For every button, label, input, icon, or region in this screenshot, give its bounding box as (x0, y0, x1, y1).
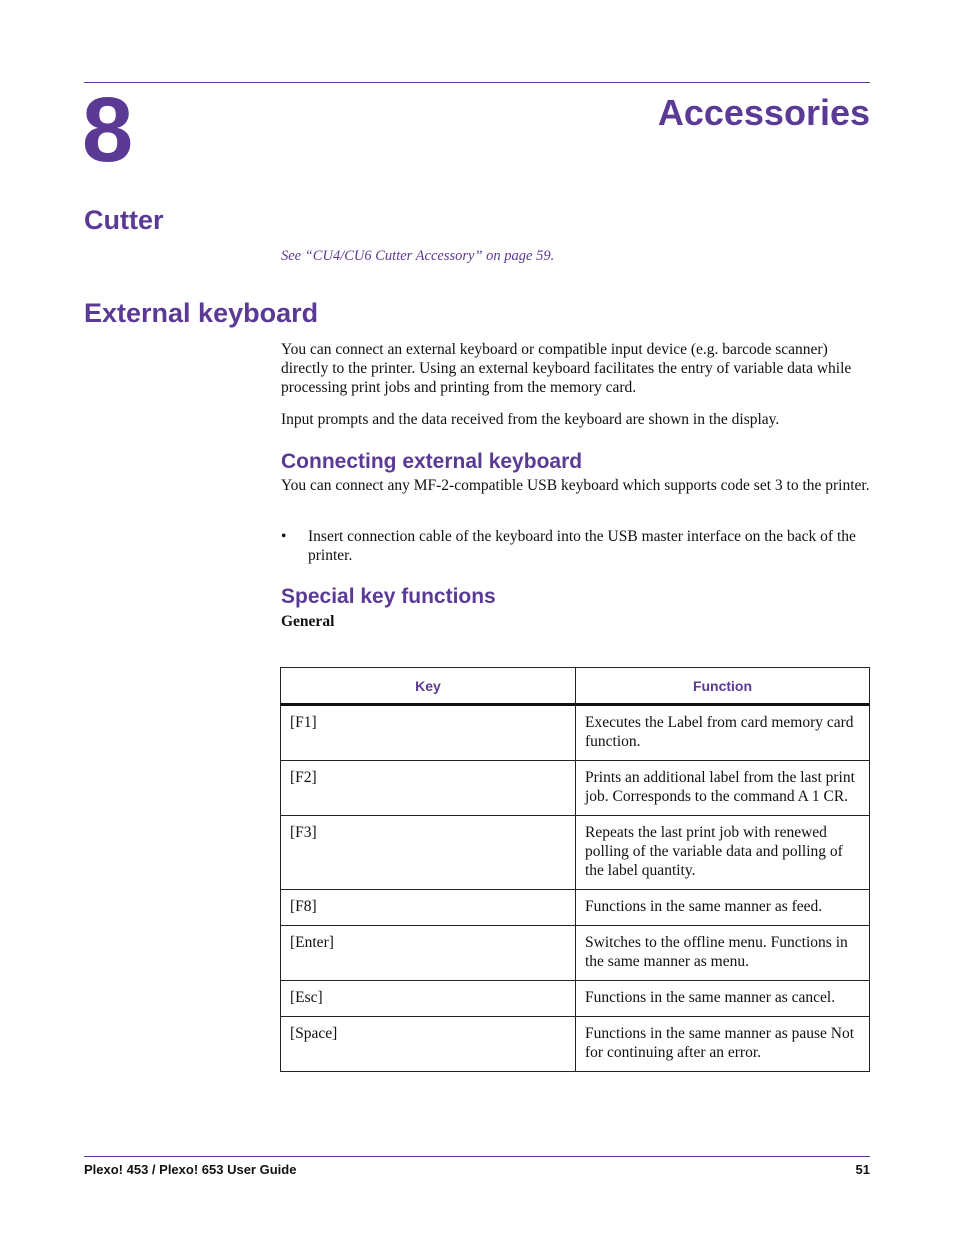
column-header-key: Key (281, 668, 576, 705)
subsection-heading-connecting: Connecting external keyboard (281, 450, 583, 473)
column-header-function: Function (576, 668, 870, 705)
section-heading-cutter: Cutter (84, 205, 164, 235)
key-cell: [Space] (281, 1017, 576, 1072)
chapter-title: Accessories (657, 92, 870, 133)
key-cell: [Enter] (281, 926, 576, 981)
footer-page-number: 51 (855, 1162, 870, 1177)
key-cell: [F8] (281, 890, 576, 926)
subsection-heading-special-keys: Special key functions (281, 585, 496, 608)
function-cell: Functions in the same manner as cancel. (576, 981, 870, 1017)
function-cell: Repeats the last print job with renewed polling of the variable data and polling of the label quantity. (576, 816, 870, 890)
bullet-icon: • (281, 528, 287, 545)
cutter-cross-reference-link[interactable]: See “CU4/CU6 Cutter Accessory” on page 59. (281, 248, 555, 264)
table-row (281, 890, 870, 926)
table-row (281, 761, 870, 816)
table-header-row (281, 668, 870, 705)
key-cell: [F3] (281, 816, 576, 890)
table-row (281, 705, 870, 761)
external-keyboard-paragraph-2: Input prompts and the data received from the keyboard are shown in the display. (281, 411, 780, 428)
connecting-paragraph: You can connect any MF-2-compatible USB keyboard which supports code set 3 to the printer. (281, 477, 870, 494)
table-row (281, 981, 870, 1017)
general-subheading: General (281, 613, 335, 630)
footer-rule (84, 1156, 870, 1157)
function-cell: Executes the Label from card memory card function. (576, 705, 870, 761)
function-cell: Switches to the offline menu. Functions in the same manner as menu. (576, 926, 870, 981)
special-key-table (280, 667, 870, 1072)
key-cell: [F2] (281, 761, 576, 816)
table-row (281, 1017, 870, 1072)
connecting-bullet-text: Insert connection cable of the keyboard into the USB master interface on the back of the printer. (308, 528, 856, 564)
function-cell: Functions in the same manner as feed. (576, 890, 870, 926)
external-keyboard-paragraph-1: You can connect an external keyboard or compatible input device (e.g. barcode scanner) directly to the printer. Using an external keyboard facilitates the entry of variable data while processing print jobs and printing from the memory card. (281, 341, 852, 396)
key-cell: [F1] (281, 705, 576, 761)
function-cell: Functions in the same manner as pause Not for continuing after an error. (576, 1017, 870, 1072)
section-heading-external-keyboard: External keyboard (84, 298, 319, 328)
function-cell: Prints an additional label from the last print job. Corresponds to the command A 1 CR. (576, 761, 870, 816)
top-rule (84, 82, 870, 83)
table-row (281, 816, 870, 890)
key-cell: [Esc] (281, 981, 576, 1017)
chapter-number: 8 (82, 79, 134, 181)
table-row (281, 926, 870, 981)
footer-document-title: Plexo! 453 / Plexo! 653 User Guide (84, 1162, 297, 1177)
